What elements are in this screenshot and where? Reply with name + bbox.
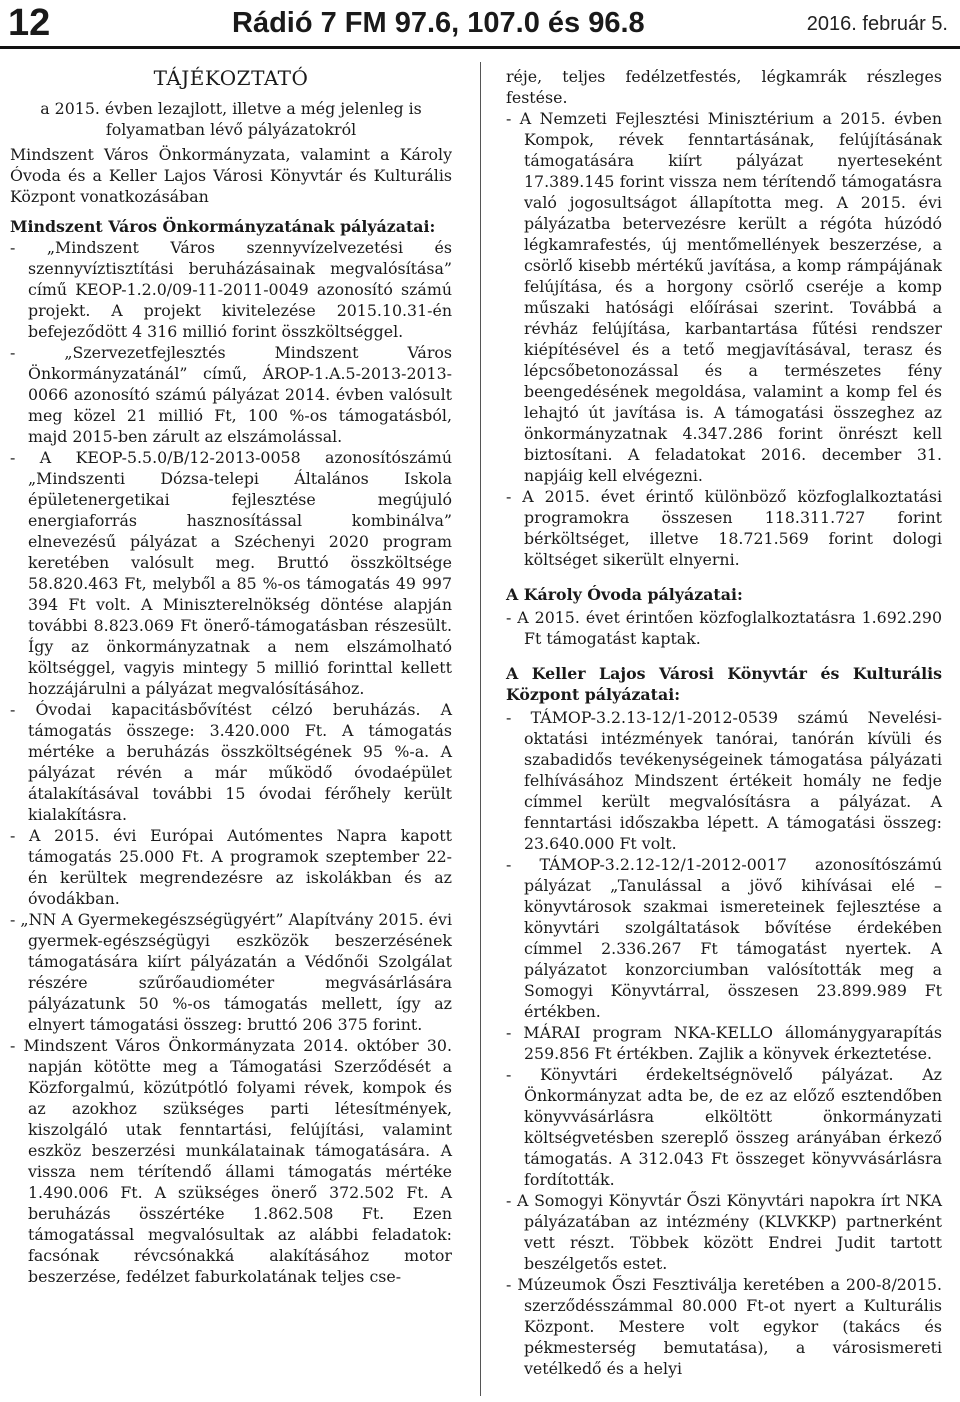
list-item-continuation: réje, teljes fedélzetfestés, légkamrák részleges festése.	[506, 67, 942, 107]
page-number: 12	[8, 2, 51, 44]
page-header	[0, 0, 960, 46]
left-column	[10, 66, 452, 1287]
list-item: - Óvodai kapacitásbővítést célzó beruházás. A támogatás összege: 3.420.000 Ft. A támogatás mértéke a beruházás összköltségének 95 %-a. A pályázat révén a már működő óvodaépület átalakításával további 15 óvodai férőhely került kialakításra.	[10, 700, 452, 824]
list-item: - A 2015. évi Európai Autómentes Napra kapott támogatás 25.000 Ft. A programok szeptember 22-én kerültek megrendezésre az iskolákban és az óvodákban.	[10, 826, 452, 908]
list-item: - A 2015. évet érintően közfoglalkoztatásra 1.692.290 Ft támogatást kaptak.	[506, 608, 942, 648]
list-item: - Könyvtári érdekeltségnövelő pályázat. Az Önkormányzat adta be, de ez az előző esztendőben könyvvásárlásra elköltött önkormányzati költségvetésben szereplő összeg arányában érkező támogatás. A 312.043 Ft összeget könyvvásárlásra fordították.	[506, 1065, 942, 1189]
section-title-ovoda: A Károly Óvoda pályázatai:	[506, 585, 743, 604]
right-column	[506, 66, 942, 1379]
list-item: - TÁMOP-3.2.13-12/1-2012-0539 számú Nevelési-oktatási intézmények tanórai, tanórán kívüli és szabadidős tevékenységeinek támogatása pályázati felhívásához Mindszent értékeit homály ne fedje címmel került megvalósításra a pályázat. A fenntartási időszakba lépett. A támogatási összeg: 23.640.000 Ft volt.	[506, 708, 942, 853]
list-item: - TÁMOP-3.2.12-12/1-2012-0017 azonosítószámú pályázat „Tanulással a jövő kihívásai elé – könyvtárosok szakmai ismereteinek fejlesztése a könyvtári szolgáltatások bővítése érdekében címmel 2.336.267 Ft támogatást nyertek. A pályázatot konzorciumban valósították meg a Somogyi Könyvtárral, összesen 23.899.989 Ft értékben.	[506, 855, 942, 1021]
article-intro: Mindszent Város Önkormányzata, valamint a Károly Óvoda és a Keller Lajos Városi Könyvtár és Kulturális Központ vonatkozásában	[10, 145, 452, 206]
publication-title: Rádió 7 FM 97.6, 107.0 és 96.8	[232, 7, 645, 39]
list-item: - A KEOP-5.5.0/B/12-2013-0058 azonosítószámú „Mindszenti Dózsa-telepi Általános Iskola épületenergetikai fejlesztése megújuló energiaforrás hasznosítással kombinálva” elnevezésű pályázat a Széchenyi 2020 program keretében valósult meg. Bruttó összköltsége 58.820.463 Ft, melyből a 85 %-os támogatás 49 997 394 Ft volt. A Miniszterelnökség döntése alapján további 8.823.069 Ft önerő-támogatásban részesült. Így az önkormányzatnak a nem elszámolható költséggel, vagyis mintegy 5 millió forinttal kellett hozzájárulni a pályázat megvalósításához.	[10, 448, 452, 698]
section-title-onkormanyzat: Mindszent Város Önkormányzatának pályázatai:	[10, 217, 436, 236]
list-item: - Múzeumok Őszi Fesztiválja keretében a 200-8/2015. szerződésszámmal 80.000 Ft-ot nyert a Kulturális Központ. Mestere volt egykor (takács és pékmesterség bemutatása), a városismereti vetélkedő és a helyi	[506, 1275, 942, 1378]
header-rule	[0, 46, 960, 49]
list-item: - „Mindszent Város szennyvízelvezetési és szennyvíztisztítási beruházásainak megvalósítása” című KEOP-1.2.0/09-11-2011-0049 azonosító számú projekt. A projekt kivitelezése 2015.10.31-én befejeződött 4 316 millió forint összköltséggel.	[10, 238, 452, 341]
article-heading: TÁJÉKOZTATÓ	[153, 66, 309, 90]
publication-date: 2016. február 5.	[806, 13, 948, 35]
article-subtitle: a 2015. évben lezajlott, illetve a még jelenleg is folyamatban lévő pályázatokról	[40, 99, 422, 139]
list-item: - A Somogyi Könyvtár Őszi Könyvtári napokra írt NKA pályázatában az intézmény (KLVKKP) partnerként vett részt. Többek között Endrei Judit tartott beszélgetős estet.	[506, 1191, 942, 1273]
list-item: - A Nemzeti Fejlesztési Minisztérium a 2015. évben Kompok, révek fenntartásának, felújításának támogatására kiírt pályázat nyerteseként 17.389.145 forint vissza nem térítendő támogatásra való jogosultságot állapította meg. A 2015. évi pályázatba betervezésre került a régóta húzódó légkamrafestés, új mentőmellények beszerzése, a csörlő kisebb mértékű javítása, a komp rámpájának felújítása, és a horgony csörlő cseréje a komp műszaki hatósági előírásai szerint. Továbbá a révház felújítása, karbantartása fűtési rendszer kiépítésével és a tető megjavításával, terasz és lépcsőbetonozással és a természetes fény beengedésének megoldása, valamint a komp fel és lehajtó út javítása is. A támogatási összeghez az önkormányzatnak 4.347.286 forint önrészt kell biztosítani. A feladatokat 2016. december 31. napjáig kell elvégezni.	[506, 109, 942, 485]
section-title-konyvtar: A Keller Lajos Városi Könyvtár és Kulturális Központ pályázatai:	[506, 664, 942, 704]
list-item: - MÁRAI program NKA-KELLO állománygyarapítás 259.856 Ft értékben. Zajlik a könyvek érkeztetése.	[506, 1023, 942, 1063]
list-item: - „Szervezetfejlesztés Mindszent Város Önkormányzatánál” című, ÁROP-1.A.5-2013-2013-0066 azonosító számú pályázat 2014. évben valósult meg közel 21 millió Ft, 100 %-os támogatásból, majd 2015-ben zárult az elszámolással.	[10, 343, 452, 446]
list-item: - Mindszent Város Önkormányzata 2014. október 30. napján kötötte meg a Támogatási Szerződését a Közforgalmú, közútpótló folyami révek, kompok és az azokhoz szükséges parti létesítmények, kiszolgáló utak fenntartási, felújítási, valamint eszköz beszerzési munkálatainak támogatására. A vissza nem térítendő állami támogatás mértéke 1.490.006 Ft. A szükséges önerő 372.502 Ft. A beruházás összértéke 1.862.508 Ft. Ezen támogatással megvalósultak az alábbi feladatok: facsónak révcsónakká alakításához motor beszerzése, fedélzet faburkolatának teljes cse-	[10, 1036, 452, 1286]
list-item: - „NN A Gyermekegészségügyért” Alapítvány 2015. évi gyermek-egészségügyi eszközök beszerzésének támogatására kiírt pályázatán a Védőnői Szolgálat részére szűrőaudiométer megvásárlására pályázatunk 50 %-os támogatás mellett, így az elnyert támogatási összeg: bruttó 206 375 forint.	[10, 910, 452, 1034]
column-divider	[480, 62, 481, 1396]
list-item: - A 2015. évet érintő különböző közfoglalkoztatási programokra összesen 118.311.727 forint bérköltséget, illetve 18.721.569 forint dologi költséget sikerült elnyerni.	[506, 487, 942, 569]
